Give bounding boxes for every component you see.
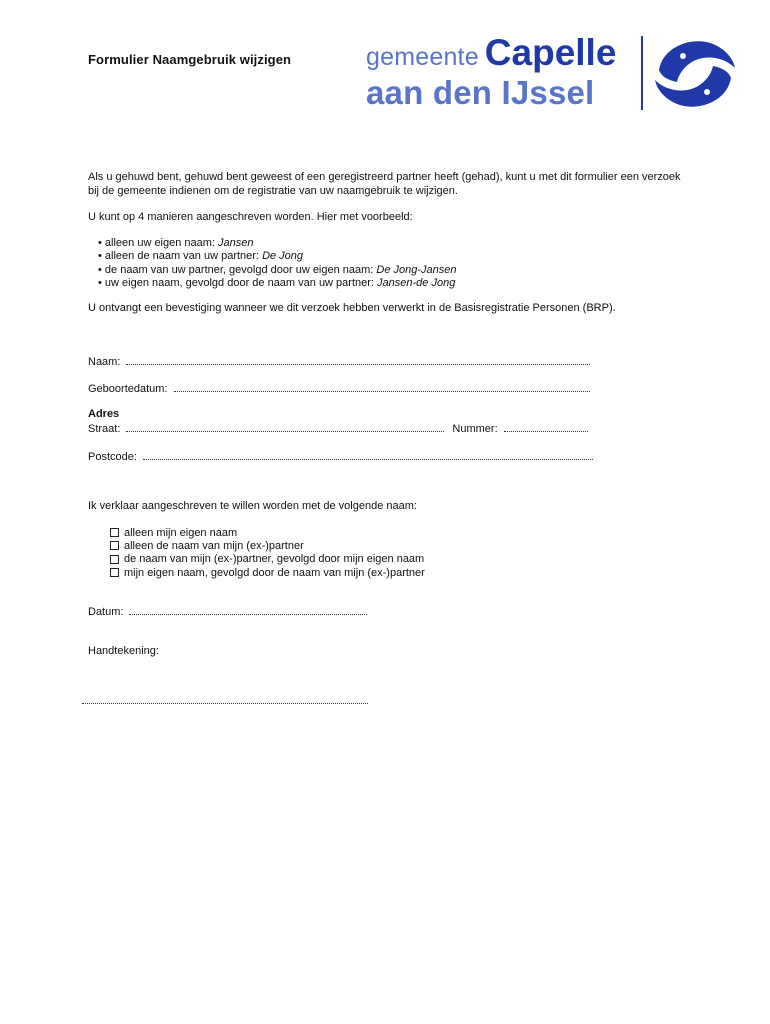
- checkbox-icon[interactable]: [110, 528, 119, 537]
- checkbox-icon[interactable]: [110, 555, 119, 564]
- list-item-example: Jansen: [218, 237, 254, 249]
- naam-label: Naam:: [88, 356, 121, 368]
- option-own-partner[interactable]: [110, 566, 425, 579]
- adres-heading: Adres: [88, 408, 120, 420]
- datum-input-line[interactable]: [129, 605, 367, 615]
- name-options: [110, 526, 425, 579]
- logo-divider: [641, 36, 643, 110]
- list-item-example: De Jong-Jansen: [376, 263, 457, 276]
- straat-label: Straat:: [88, 423, 121, 435]
- ways-paragraph: U kunt op 4 manieren aangeschreven worden. Hier met voorbeeld:: [88, 211, 413, 223]
- logo-word-capelle: Capelle: [484, 32, 617, 73]
- geboortedatum-field: [88, 382, 590, 395]
- list-item: [98, 264, 698, 277]
- list-item-text: • uw eigen naam, gevolgd door de naam van uw partner:: [98, 276, 378, 289]
- logo-line1: [366, 32, 616, 74]
- postcode-label: Postcode:: [88, 451, 137, 463]
- signature-line[interactable]: [82, 694, 368, 704]
- nummer-label: Nummer:: [452, 423, 498, 435]
- nummer-input-line[interactable]: [504, 422, 588, 432]
- declaration-text: Ik verklaar aangeschreven te willen worden met de volgende naam:: [88, 500, 417, 512]
- checkbox-icon[interactable]: [110, 568, 119, 577]
- postcode-field: [88, 450, 593, 463]
- option-label: alleen mijn eigen naam: [124, 526, 238, 539]
- postcode-input-line[interactable]: [143, 450, 593, 460]
- list-item: [98, 237, 698, 250]
- checkbox-icon[interactable]: [110, 541, 119, 550]
- datum-field: [88, 605, 367, 618]
- list-item-text: • alleen de naam van uw partner:: [98, 250, 263, 263]
- naam-input-line[interactable]: [126, 355, 590, 365]
- straat-field: [88, 422, 588, 435]
- option-partner-own[interactable]: [110, 553, 425, 566]
- option-label: alleen de naam van mijn (ex-)partner: [124, 539, 304, 552]
- option-own-name[interactable]: [110, 526, 425, 539]
- list-item-example: De Jong: [262, 250, 304, 263]
- option-label: de naam van mijn (ex-)partner, gevolgd door mijn eigen naam: [124, 553, 425, 566]
- handtekening-label: Handtekening:: [88, 645, 159, 657]
- list-item-example: Jansen-de Jong: [377, 276, 456, 289]
- geboortedatum-input-line[interactable]: [174, 382, 590, 392]
- list-item: [98, 277, 698, 290]
- confirmation-paragraph: U ontvangt een bevestiging wanneer we dit verzoek hebben verwerkt in de Basisregistratie Personen (BRP).: [88, 302, 616, 314]
- page-title: Formulier Naamgebruik wijzigen: [88, 52, 292, 67]
- list-item: [98, 250, 698, 263]
- geboortedatum-label: Geboortedatum:: [88, 383, 168, 395]
- option-label: mijn eigen naam, gevolgd door de naam van mijn (ex-)partner: [124, 566, 425, 579]
- logo-word-gemeente: gemeente: [366, 43, 479, 71]
- datum-label: Datum:: [88, 606, 124, 618]
- examples-list: [88, 237, 698, 290]
- naam-field: [88, 355, 590, 368]
- list-item-text: • alleen uw eigen naam:: [98, 237, 219, 249]
- logo-line2: aan den IJssel: [366, 74, 595, 111]
- fish-emblem-icon: [653, 34, 737, 114]
- option-partner-name[interactable]: [110, 539, 425, 552]
- municipality-logo: [366, 30, 738, 116]
- straat-input-line[interactable]: [126, 422, 444, 432]
- intro-paragraph: Als u gehuwd bent, gehuwd bent geweest of een geregistreerd partner heeft (gehad), kunt u met dit formulier een verzoek bij de gemeente indienen om de registratie van uw naamgebruik te wijzigen.: [88, 171, 681, 197]
- list-item-text: • de naam van uw partner, gevolgd door uw eigen naam:: [98, 263, 377, 276]
